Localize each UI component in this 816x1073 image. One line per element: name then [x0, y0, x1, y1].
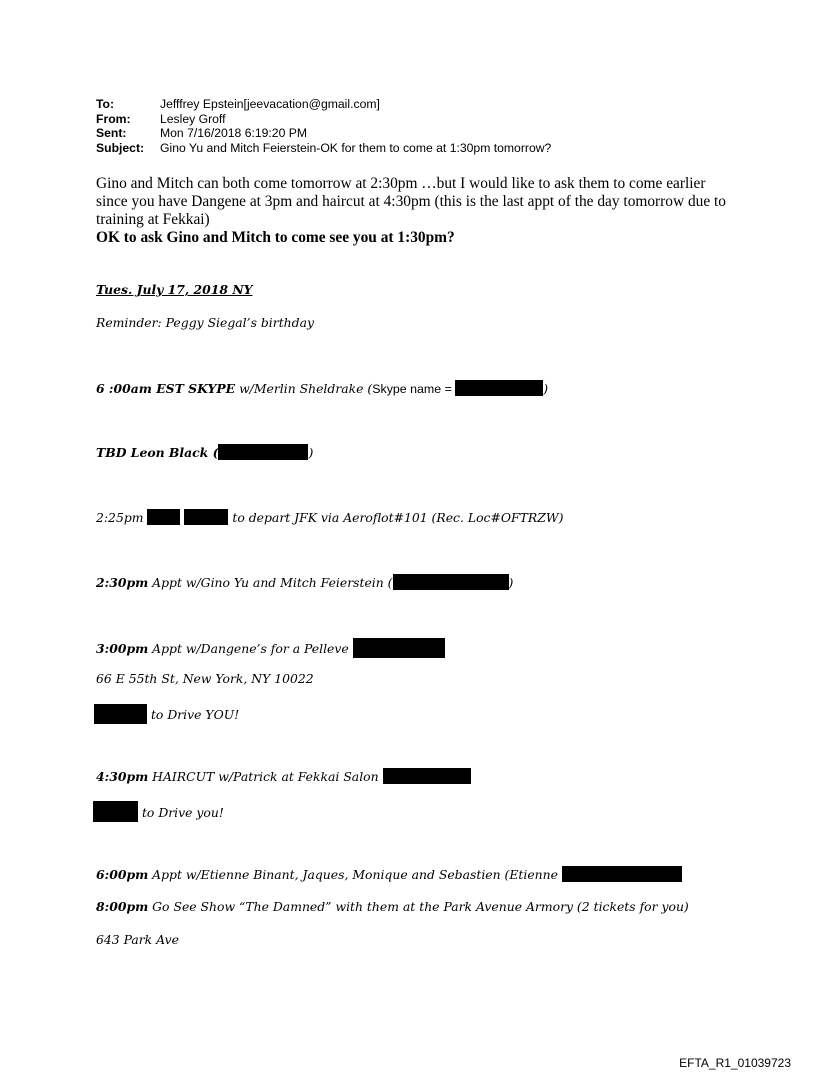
schedule-date: Tues. July 17, 2018 NY [96, 282, 253, 297]
from-row [96, 112, 551, 127]
body-paragraph: Gino and Mitch can both come tomorrow at 2:30pm …but I would like to ask them to come earlier since you have Dangene at 3pm and haircut at 4:30pm (this is the last appt of the day tomorrow due to training at Fekkai) [96, 175, 727, 228]
email-header [96, 97, 551, 155]
event-time: 6 :00am EST SKYPE [96, 381, 236, 396]
event-time: 2:25pm [96, 510, 144, 525]
event-gino-mitch [96, 574, 513, 591]
from-value: Lesley Groff [160, 111, 226, 126]
dangene-driver [94, 704, 239, 724]
redaction-block [184, 509, 228, 525]
event-text: Appt w/Etienne Binant, Jaques, Monique and Sebastien (Etienne [148, 867, 558, 882]
body-question: OK to ask Gino and Mitch to come see you at 1:30pm? [96, 229, 455, 246]
event-end: ) [308, 445, 314, 460]
to-value: Jefffrey Epstein[jeevacation@gmail.com] [160, 97, 380, 111]
to-row [96, 97, 551, 112]
event-skype [96, 380, 548, 397]
redaction-block [353, 638, 445, 658]
event-end: ) [543, 381, 549, 396]
sent-row [96, 126, 551, 141]
redaction-block [562, 866, 682, 882]
event-time: 3:00pm [96, 641, 149, 656]
event-text: Appt w/Gino Yu and Mitch Feierstein ( [148, 575, 393, 590]
event-time: 4:30pm [96, 769, 149, 784]
driver-text: to Drive you! [138, 805, 224, 820]
event-flight [96, 509, 563, 526]
redaction-block [383, 768, 471, 784]
event-text: to depart JFK via Aeroflot#101 (Rec. Loc#OFTRZW) [228, 510, 564, 525]
redaction-block [94, 704, 147, 724]
redaction-block [147, 509, 180, 525]
event-text: Go See Show “The Damned” with them at the Park Avenue Armory (2 tickets for you) [148, 899, 689, 914]
document-id: EFTA_R1_01039723 [679, 1056, 791, 1070]
show-address: 643 Park Ave [96, 932, 179, 947]
driver-text: to Drive YOU! [147, 707, 240, 722]
subject-row [96, 141, 551, 156]
sent-label: Sent: [96, 126, 127, 140]
subject-value: Gino Yu and Mitch Feierstein-OK for them to come at 1:30pm tomorrow? [160, 140, 552, 155]
event-leon-black [96, 444, 313, 461]
event-time: 2:30pm [96, 575, 149, 590]
event-time: 6:00pm [96, 867, 149, 882]
to-label: To: [96, 97, 115, 111]
redaction-block [218, 444, 308, 460]
email-body [96, 175, 736, 247]
event-dangene [96, 638, 445, 658]
sent-value: Mon 7/16/2018 6:19:20 PM [160, 126, 308, 140]
haircut-driver [93, 801, 224, 822]
event-show [96, 899, 689, 915]
event-etienne [96, 866, 682, 883]
redaction-block [393, 574, 509, 590]
event-text: Appt w/Dangene’s for a Pelleve [148, 641, 349, 656]
event-end: ) [508, 575, 514, 590]
redaction-block [455, 380, 543, 396]
dangene-address: 66 E 55th St, New York, NY 10022 [96, 671, 314, 686]
from-label: From: [96, 111, 131, 126]
event-time: TBD Leon Black ( [96, 445, 219, 460]
event-text: HAIRCUT w/Patrick at Fekkai Salon [148, 769, 379, 784]
event-text: w/Merlin Sheldrake ( [235, 381, 373, 396]
event-time: 8:00pm [96, 899, 149, 914]
skype-name-label: Skype name = [372, 382, 456, 396]
event-haircut [96, 768, 471, 785]
redaction-block [93, 801, 138, 822]
reminder: Reminder: Peggy Siegal’s birthday [96, 315, 314, 330]
subject-label: Subject: [96, 140, 145, 155]
